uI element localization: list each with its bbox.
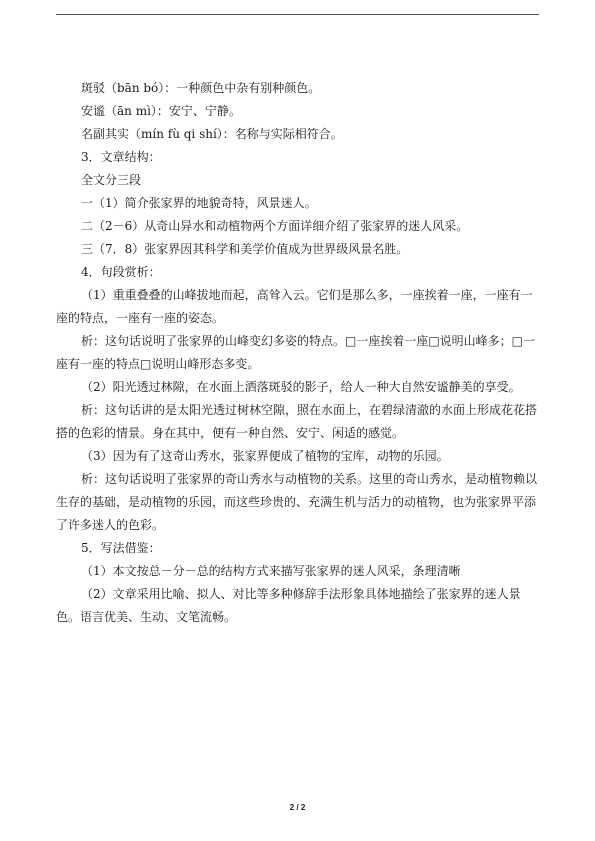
paragraph: （1）本文按总－分－总的结构方式来描写张家界的迷人风采，条理清晰 (81, 564, 461, 578)
paragraph: 析：这句话讲的是太阳光透过树林空隙，照在水面上，在碧绿清澈的水面上形成花花搭搭的色彩的情景。身在其中，便有一种自然、安宁、闲适的感觉。 (56, 403, 538, 440)
paragraph: 一（1）简介张家界的地貌奇特，风景迷人。 (81, 196, 317, 210)
paragraph: 全文分三段 (81, 173, 142, 187)
vocab-line: 斑驳（bān bó）：一种颜色中杂有别种颜色。 (81, 81, 321, 95)
section-heading: 4．句段赏析： (81, 265, 161, 279)
document-body (56, 77, 541, 629)
paragraph: 析：这句话说明了张家界的山峰变幻多姿的特点。□一座挨着一座□说明山峰多；□一座有一座的特点□说明山峰形态多变。 (56, 334, 536, 371)
paragraph: （1）重重叠叠的山峰拔地而起，高耸入云。它们是那么多，一座挨着一座，一座有一座的特点，一座有一座的姿态。 (56, 288, 533, 325)
paragraph: （2）文章采用比喻、拟人、对比等多种修辞手法形象具体地描绘了张家界的迷人景色。语言优美、生动、文笔流畅。 (56, 587, 521, 624)
section-heading: 5．写法借鉴： (81, 541, 161, 555)
section-heading: 3．文章结构： (81, 150, 161, 164)
paragraph: （2）阳光透过林隙，在水面上洒落斑驳的影子，给人一种大自然安谧静美的享受。 (81, 380, 521, 394)
paragraph: 析：这句话说明了张家界的奇山秀水与动植物的关系。这里的奇山秀水，是动植物赖以生存的基础，是动植物的乐园，而这些珍贵的、充满生机与活力的动植物，也为张家界平添了许多迷人的色彩。 (56, 472, 538, 532)
paragraph: 二（2－6）从奇山异水和动植物两个方面详细介绍了张家界的迷人风采。 (81, 219, 469, 233)
paragraph: 三（7．8）张家界因其科学和美学价值成为世界级风景名胜。 (81, 242, 409, 256)
header-rule (56, 14, 539, 15)
page-number: 2 / 2 (289, 803, 306, 812)
paragraph: （3）因为有了这奇山秀水，张家界便成了植物的宝库，动物的乐园。 (81, 449, 449, 463)
vocab-line: 安谧（ān mì）：安宁、宁静。 (81, 104, 241, 118)
vocab-line: 名副其实（mín fù qi shí）：名称与实际相符合。 (81, 127, 343, 141)
